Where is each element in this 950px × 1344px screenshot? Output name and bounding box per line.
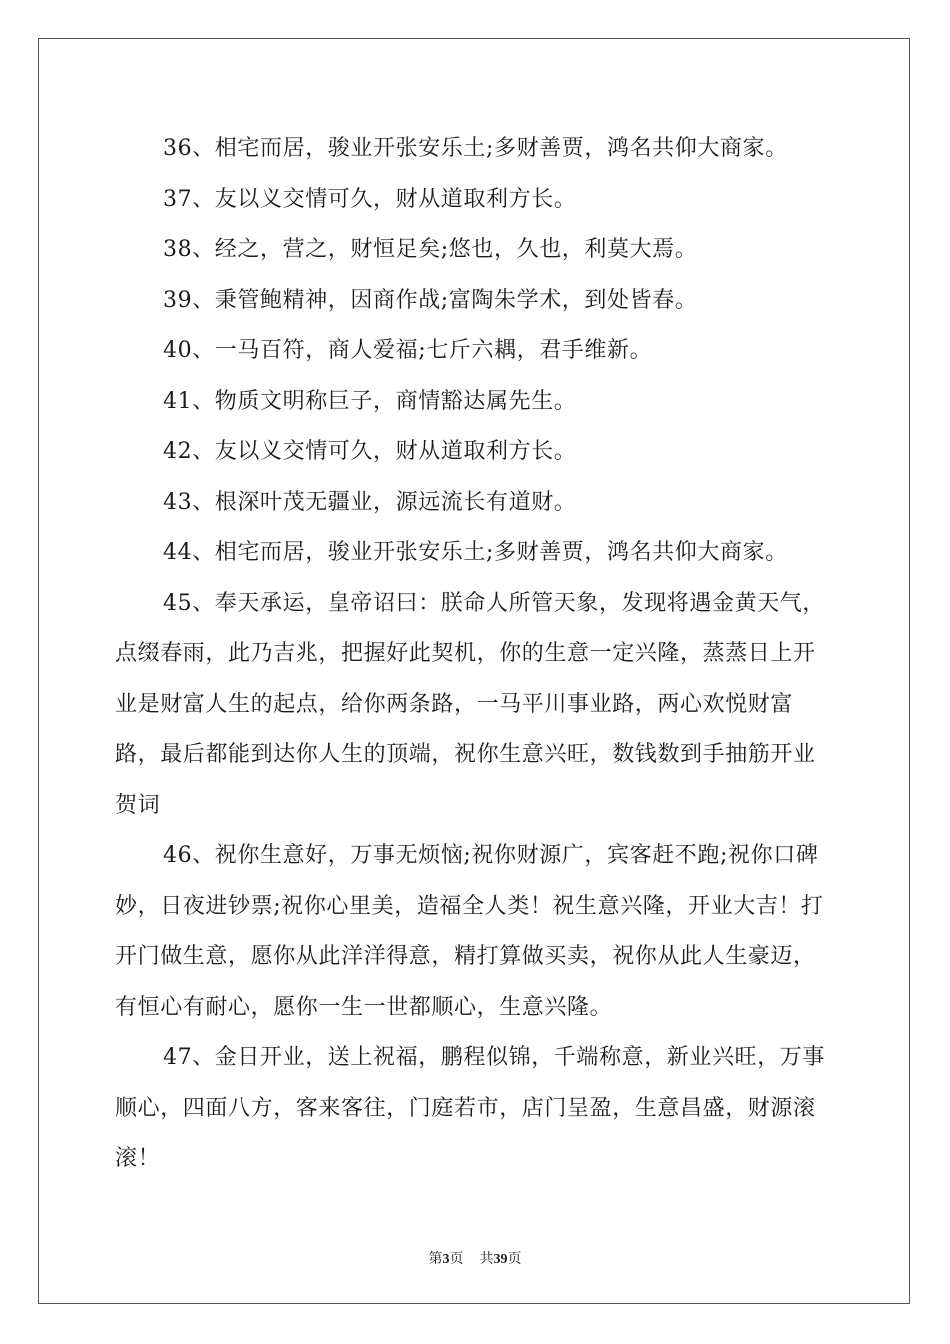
page-prefix: 第 bbox=[428, 1252, 443, 1267]
paragraph-41: 41、物质文明称巨子，商情豁达属先生。 bbox=[163, 388, 577, 414]
paragraph-37: 37、友以义交情可久，财从道取利方长。 bbox=[163, 186, 577, 212]
total-prefix: 共 bbox=[479, 1252, 494, 1267]
page-suffix: 页 bbox=[449, 1252, 464, 1267]
paragraph-46: 46、祝你生意好，万事无烦恼;祝你财源广，宾客赶不跑;祝你口碑妙，日夜进钞票;祝你心里美，造福全人类！祝生意兴隆，开业大吉！打开门做生意，愿你从此洋洋得意，精打算做买卖，祝你从此人生豪迈，有恒心有耐心，愿你一生一世都顺心，生意兴隆。 bbox=[115, 843, 824, 1020]
paragraph-38: 38、经之，营之，财恒足矣;悠也，久也，利莫大焉。 bbox=[163, 237, 698, 262]
paragraph-42: 42、友以义交情可久，财从道取利方长。 bbox=[163, 439, 577, 464]
page-footer bbox=[0, 1248, 950, 1268]
paragraph-43: 43、根深叶茂无疆业，源远流长有道财。 bbox=[163, 489, 577, 515]
paragraph-44: 44、相宅而居，骏业开张安乐土;多财善贾，鸿名共仰大商家。 bbox=[163, 540, 788, 565]
paragraph-36: 36、相宅而居，骏业开张安乐土;多财善贾，鸿名共仰大商家。 bbox=[163, 136, 788, 161]
page-total: 39 bbox=[493, 1252, 508, 1267]
paragraph-40: 40、一马百符，商人爱福;七斤六耦，君手维新。 bbox=[163, 338, 653, 363]
page-current: 3 bbox=[442, 1252, 450, 1267]
total-suffix: 页 bbox=[507, 1252, 522, 1267]
paragraph-47: 47、金日开业，送上祝福，鹏程似锦，千端称意，新业兴旺，万事顺心，四面八方，客来客往，门庭若市，店门呈盈，生意昌盛，财源滚滚！ bbox=[115, 1045, 825, 1171]
paragraph-39: 39、秉管鲍精神，因商作战;富陶朱学术，到处皆春。 bbox=[163, 287, 698, 313]
document-body bbox=[115, 124, 837, 1185]
paragraph-45: 45、奉天承运，皇帝诏曰：朕命人所管天象，发现将遇金黄天气，点缀春雨，此乃吉兆，把握好此契机，你的生意一定兴隆，蒸蒸日上开业是财富人生的起点，给你两条路，一马平川事业路，两心欢悦财富路，最后都能到达你人生的顶端，祝你生意兴旺，数钱数到手抽筋开业贺词 bbox=[115, 590, 825, 818]
